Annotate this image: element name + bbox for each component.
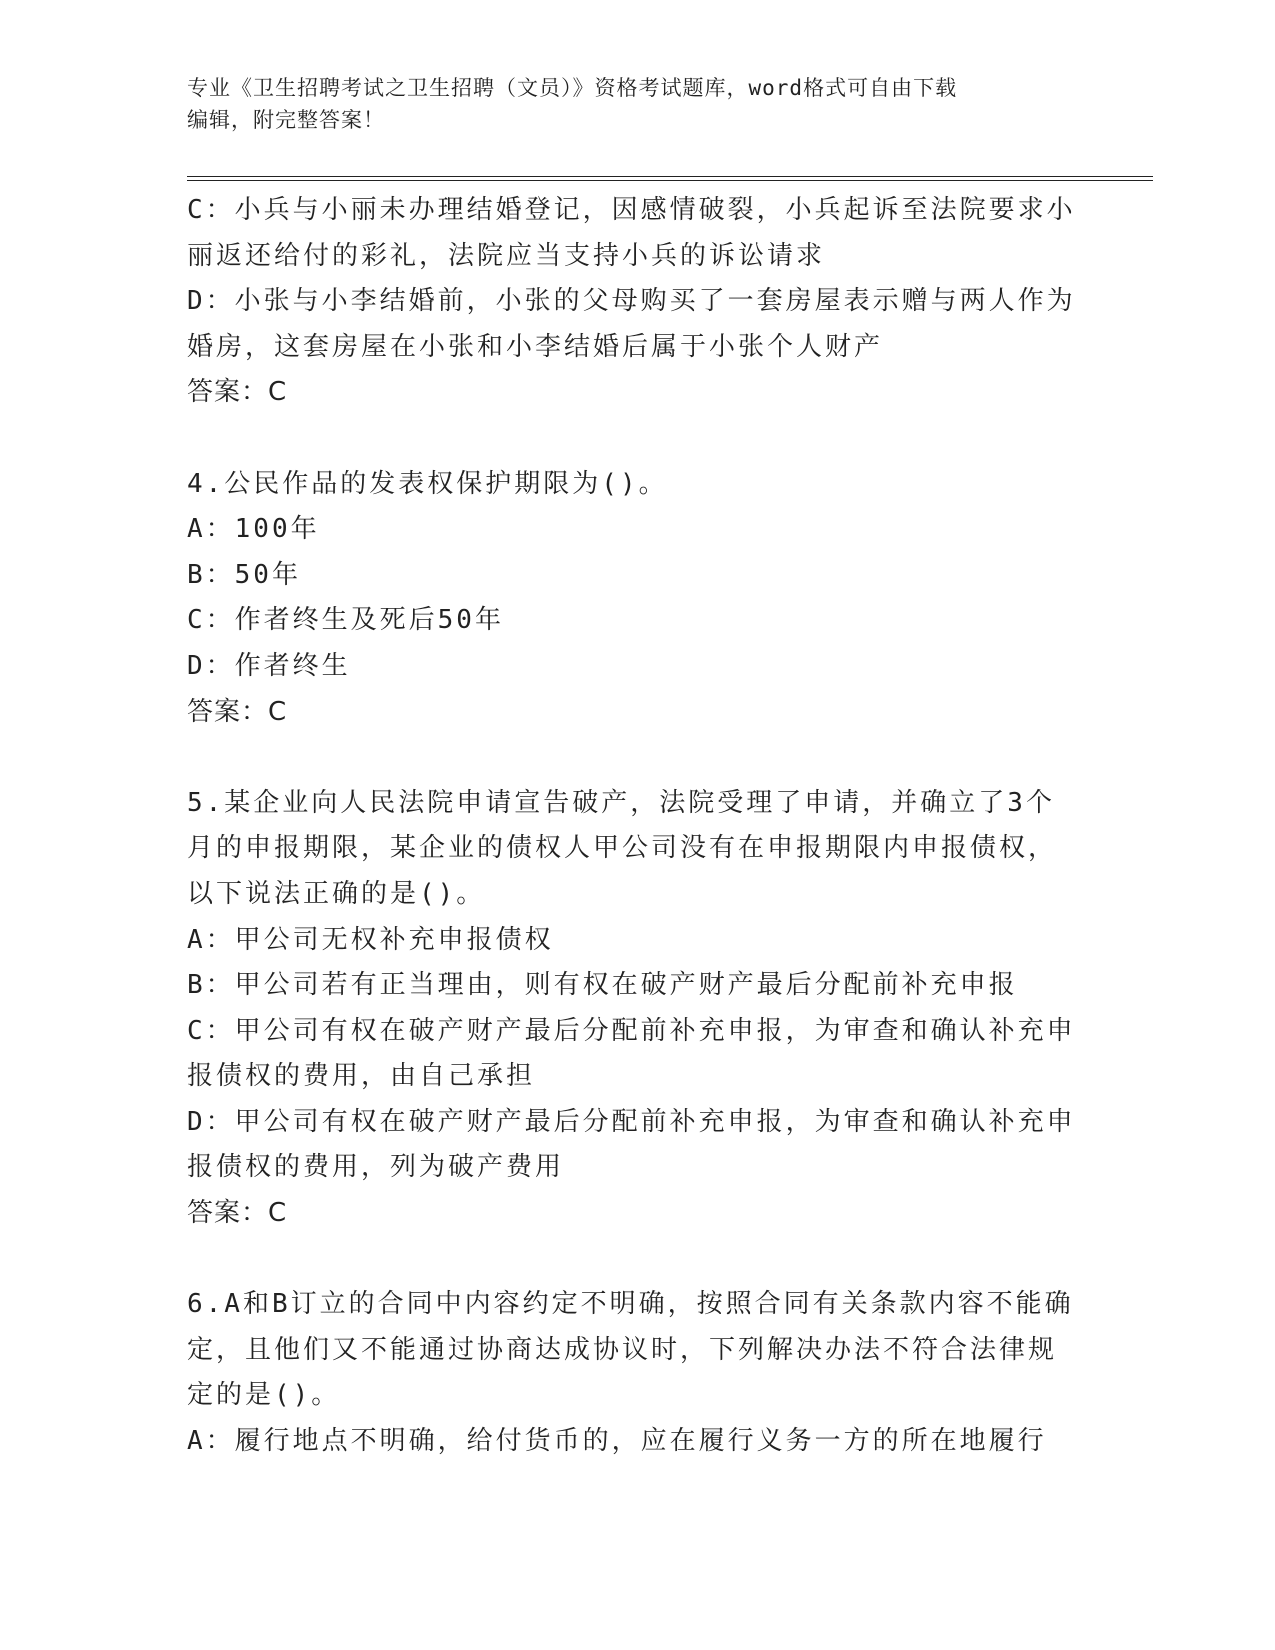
header-line-2: 编辑，附完整答案！ (187, 108, 385, 132)
option-d-line-1: D：小张与小李结婚前，小张的父母购买了一套房屋表示赠与两人作为 (187, 286, 1076, 317)
document-body (187, 188, 1087, 1465)
question-3-continued (187, 188, 1087, 416)
question-stem-line-3: 定的是()。 (187, 1380, 341, 1411)
question-stem-line-2: 定，且他们又不能通过协商达成协议时，下列解决办法不符合法律规 (187, 1334, 1058, 1365)
header-divider (187, 176, 1153, 181)
spacer (187, 735, 1087, 781)
answer: 答案：C (187, 377, 288, 408)
question-stem: 4.公民作品的发表权保护期限为()。 (187, 468, 668, 499)
question-stem-line-1: 5.某企业向人民法院申请宣告破产，法院受理了申请，并确立了3个 (187, 787, 1055, 818)
option-a: A：100年 (187, 514, 320, 545)
question-stem-line-3: 以下说法正确的是()。 (187, 878, 486, 909)
answer: 答案：C (187, 696, 288, 727)
option-d-line-2: 报债权的费用，列为破产费用 (187, 1152, 565, 1183)
option-c: C：作者终生及死后50年 (187, 605, 504, 636)
question-5 (187, 781, 1087, 1237)
option-b: B：50年 (187, 559, 301, 590)
spacer (187, 1237, 1087, 1283)
question-6 (187, 1282, 1087, 1464)
option-d-line-1: D：甲公司有权在破产财产最后分配前补充申报，为审查和确认补充申 (187, 1106, 1076, 1137)
question-4 (187, 462, 1087, 736)
option-a: A：甲公司无权补充申报债权 (187, 924, 554, 955)
option-d: D：作者终生 (187, 650, 351, 681)
question-stem-line-1: 6.A和B订立的合同中内容约定不明确，按照合同有关条款内容不能确 (187, 1289, 1074, 1320)
option-c-line-1: C：甲公司有权在破产财产最后分配前补充申报，为审查和确认补充申 (187, 1015, 1076, 1046)
option-a: A：履行地点不明确，给付货币的，应在履行义务一方的所在地履行 (187, 1426, 1047, 1457)
question-stem-line-2: 月的申报期限，某企业的债权人甲公司没有在申报期限内申报债权， (187, 833, 1058, 864)
option-b: B：甲公司若有正当理由，则有权在破产财产最后分配前补充申报 (187, 970, 1018, 1001)
header-line-1: 专业《卫生招聘考试之卫生招聘（文员）》资格考试题库，word格式可自由下载 (187, 76, 958, 100)
option-c-line-1: C：小兵与小丽未办理结婚登记，因感情破裂，小兵起诉至法院要求小 (187, 195, 1076, 225)
option-c-line-2: 报债权的费用，由自己承担 (187, 1061, 536, 1092)
option-d-line-2: 婚房，这套房屋在小张和小李结婚后属于小张个人财产 (187, 331, 884, 362)
option-c-line-2: 丽返还给付的彩礼，法院应当支持小兵的诉讼请求 (187, 240, 826, 271)
spacer (187, 416, 1087, 462)
document-header (187, 72, 1087, 136)
answer: 答案：C (187, 1198, 288, 1229)
